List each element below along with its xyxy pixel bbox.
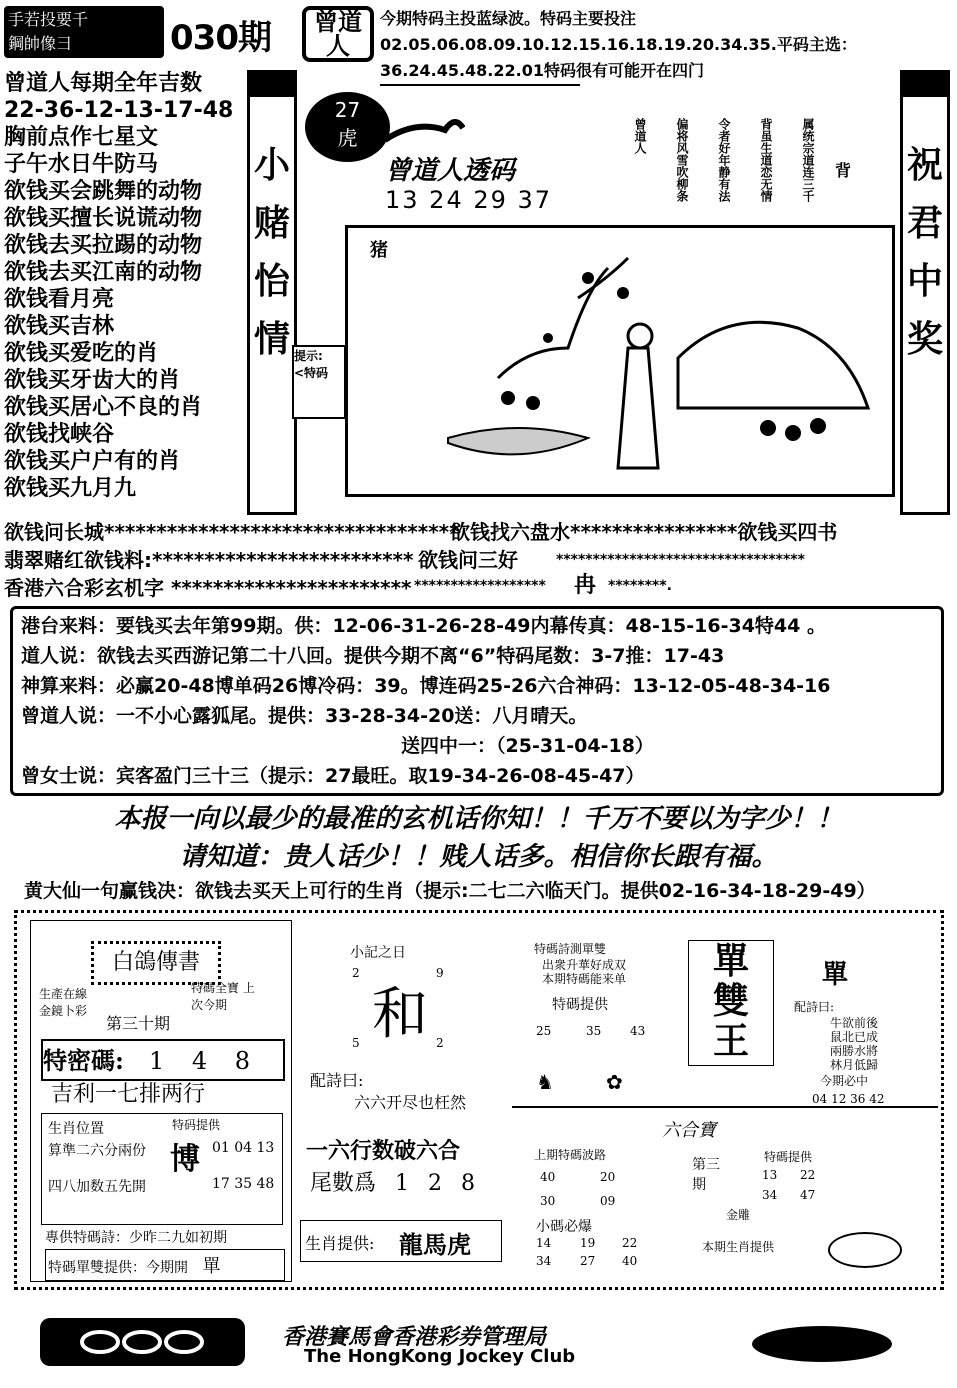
row2 bbox=[4, 544, 413, 573]
row3b bbox=[414, 578, 546, 594]
logo-text-2: 鋼帥像彐 bbox=[8, 34, 73, 53]
small-label: 小碼必爆 bbox=[536, 1219, 592, 1235]
hint-text: <特码 bbox=[294, 366, 329, 380]
panel-left-sub-right: 特碼全寶 上次今期 bbox=[191, 981, 255, 1012]
left-line: 曾道人每期全年吉数 bbox=[4, 71, 203, 96]
moon-number: 27 bbox=[334, 98, 361, 122]
period-label: 第三期 bbox=[692, 1157, 720, 1193]
illustration bbox=[345, 225, 895, 497]
footer-logo-left bbox=[40, 1318, 245, 1366]
footer-logo-right bbox=[752, 1326, 892, 1362]
right-nums: 04 12 36 42 bbox=[812, 1092, 885, 1106]
row1-b: 欲钱找六盘水****************欲钱买四书 bbox=[450, 520, 838, 544]
pos-1: 算準二六分兩份 bbox=[48, 1143, 146, 1159]
bottom-num-6: 40 bbox=[622, 1254, 638, 1268]
left-line: 欲钱买吉林 bbox=[4, 314, 115, 339]
big-2: 雙 bbox=[712, 980, 749, 1022]
scroll-cap bbox=[250, 73, 294, 97]
scroll-char: 赌 bbox=[253, 203, 290, 244]
tm-num-4: 47 bbox=[800, 1188, 816, 1202]
left-line: 欲钱买户户有的肖 bbox=[4, 449, 181, 474]
peishi-lines bbox=[830, 1016, 878, 1072]
sage-illustration bbox=[348, 228, 892, 494]
mid-poem: 六六开尽也枉然 bbox=[354, 1093, 467, 1112]
left-line: 22-36-12-13-17-48 bbox=[4, 98, 234, 123]
left-line: 欲钱买擅长说谎动物 bbox=[4, 206, 203, 231]
zodiac-value: 龍馬虎 bbox=[399, 1230, 471, 1259]
info-line-3: 神算来料：必赢20-48博单码26博冷码：39。博连码25-26六合神码：13-12-05-48-34-16 bbox=[21, 675, 831, 697]
panel-left-issue: 第三十期 bbox=[106, 1014, 171, 1033]
issue-number: 030期 bbox=[170, 18, 271, 58]
left-line: 欲钱看月亮 bbox=[4, 287, 115, 312]
tema-num-2: 35 bbox=[586, 1024, 602, 1038]
cal-n3: 5 bbox=[352, 1036, 360, 1050]
row3-c: 冉 bbox=[574, 573, 597, 598]
single-double-label: 特碼單雙提供：今期開 bbox=[48, 1260, 188, 1276]
left-line: 欲钱找峡谷 bbox=[4, 422, 115, 447]
row2c bbox=[556, 552, 805, 568]
tm-num-3: 34 bbox=[762, 1188, 778, 1202]
single-double bbox=[45, 1249, 285, 1281]
nums-1: 01 04 13 bbox=[212, 1140, 275, 1156]
pig-label: 猪 bbox=[370, 240, 388, 261]
peishi-line: 鼠北已成 bbox=[830, 1030, 879, 1044]
tema-label: 特碼提供 bbox=[552, 997, 608, 1013]
logo-text-1: 手若投要千 bbox=[8, 10, 89, 29]
zodiac-label: 生肖提供: bbox=[305, 1234, 375, 1253]
stamp-icon bbox=[828, 1232, 902, 1268]
position-box bbox=[41, 1113, 283, 1225]
row3-b: ****************** bbox=[414, 578, 546, 594]
seal-text: 曾道人 bbox=[314, 8, 362, 60]
peishi-line: 牛欲前後 bbox=[830, 1016, 879, 1030]
poem-label: 背 bbox=[835, 161, 852, 180]
peishi-line: 兩勝水將 bbox=[830, 1044, 879, 1058]
jinqi: 今期必中 bbox=[820, 1074, 869, 1088]
big-1: 單 bbox=[712, 940, 749, 982]
scroll-char: 中 bbox=[906, 261, 943, 302]
left-scroll bbox=[247, 70, 297, 515]
cal-n2: 9 bbox=[436, 966, 444, 980]
poem-column: 令者好年静有法 bbox=[717, 118, 731, 202]
masthead-logo bbox=[4, 6, 164, 58]
left-line: 欲钱买居心不良的肖 bbox=[4, 395, 203, 420]
grid-2: 20 bbox=[600, 1170, 616, 1184]
row1b bbox=[450, 516, 837, 545]
right-divider bbox=[512, 1106, 938, 1108]
bottom-num-2: 19 bbox=[580, 1236, 596, 1250]
small-char: 單 bbox=[822, 960, 849, 990]
poem-column: 偏将风雪吹柳条 bbox=[675, 118, 689, 202]
left-line: 胸前点作七星文 bbox=[4, 125, 159, 150]
grid-4: 09 bbox=[600, 1194, 616, 1208]
knot-icon bbox=[40, 1318, 245, 1366]
bottom-num-3: 22 bbox=[622, 1236, 638, 1250]
big-label: 博 bbox=[170, 1142, 200, 1177]
left-line: 欲钱去买拉踢的动物 bbox=[4, 233, 203, 258]
info-line-2: 道人说：欲钱去买西游记第二十八回。提供今期不离“6”特码尾数：3-7推：17-43 bbox=[21, 645, 725, 667]
poem-block bbox=[610, 118, 850, 208]
row3 bbox=[4, 572, 412, 601]
panel-left-sub-left: 生產在線 金鏡卜彩 bbox=[39, 987, 88, 1018]
row3-a: 香港六合彩玄机字 *********************** bbox=[4, 576, 412, 600]
moon-zodiac: 虎 bbox=[337, 126, 358, 150]
poem-column: 曾道人 bbox=[633, 118, 647, 154]
scroll-char: 怡 bbox=[253, 261, 290, 302]
tema-num-3: 43 bbox=[630, 1024, 646, 1038]
scroll-char: 情 bbox=[253, 319, 290, 360]
row2-b: 欲钱问三好 bbox=[418, 548, 518, 572]
special-nums: 1 4 8 bbox=[148, 1047, 261, 1075]
cal-n4: 2 bbox=[436, 1036, 444, 1050]
scroll-char: 君 bbox=[906, 203, 943, 244]
left-line: 欲钱买爱吃的肖 bbox=[4, 341, 159, 366]
huang-line: 黄大仙一句赢钱决：欲钱去买天上可行的生肖（提示:二七二六临天门。提供02-16-34-18-29-49） bbox=[24, 880, 876, 902]
tm-num-2: 22 bbox=[800, 1168, 816, 1182]
bottom-num-5: 27 bbox=[580, 1254, 596, 1268]
right-line1: 出衆升華好成双 bbox=[542, 958, 627, 972]
animal-icon: ✿ bbox=[606, 1070, 623, 1094]
row1-a: 欲钱问长城********************************** bbox=[4, 520, 460, 544]
info-line-1: 港台来料：要钱买去年第99期。供：12-06-31-26-28-49内幕传真：48-15-16-34特44 。 bbox=[21, 615, 826, 637]
tema-num-1: 25 bbox=[536, 1024, 552, 1038]
big-sub: 特码提供 bbox=[172, 1118, 221, 1132]
grid-3: 30 bbox=[540, 1194, 556, 1208]
tail-row bbox=[310, 1166, 481, 1197]
tm-label: 特碼提供 bbox=[764, 1150, 813, 1164]
special-box bbox=[41, 1039, 285, 1081]
poem-column: 属统宗道连三千 bbox=[801, 118, 815, 202]
info-line-6: 曾女士说：宾客盈门三十三（提示：27最旺。取19-34-26-08-45-47） bbox=[21, 765, 645, 787]
panel-left bbox=[30, 920, 292, 1282]
left-line: 欲钱去买江南的动物 bbox=[4, 260, 203, 285]
panel-mid bbox=[296, 920, 506, 1280]
zodiac-label-right: 本期生肖提供 bbox=[702, 1240, 775, 1254]
tm-num-1: 13 bbox=[762, 1168, 778, 1182]
tail-nums: 1 2 8 bbox=[395, 1171, 481, 1196]
right-title: 特碼詩測單雙 bbox=[534, 942, 607, 956]
header-divider bbox=[380, 84, 580, 86]
mid-poem-label: 配詩曰: bbox=[310, 1071, 364, 1090]
hint-box bbox=[292, 345, 346, 419]
slogan-2: 请知道：贵人话少！！贱人话多。相信你长跟有福。 bbox=[179, 842, 778, 872]
mid-line1-text: 一六行数破六合 bbox=[306, 1139, 461, 1164]
pos-2: 四八加数五先開 bbox=[48, 1179, 146, 1195]
animal-horse-icon: ♞ bbox=[536, 1070, 554, 1094]
grid-1: 40 bbox=[540, 1170, 556, 1184]
row3-d: ********. bbox=[608, 578, 672, 594]
center-title: 曾道人透码 bbox=[385, 156, 516, 186]
special-label: 特密碼: bbox=[43, 1046, 124, 1075]
footer-cn: 香港賽馬會香港彩券管理局 bbox=[282, 1324, 547, 1350]
row3c bbox=[574, 568, 596, 599]
left-line: 欲钱买牙齿大的肖 bbox=[4, 368, 181, 393]
left-line: 欲钱买九月九 bbox=[4, 476, 137, 501]
center-numbers: 13 24 29 37 bbox=[385, 186, 553, 214]
gold-label: 金雕 bbox=[726, 1208, 751, 1222]
seal-logo bbox=[302, 6, 374, 62]
scroll-char: 小 bbox=[253, 145, 290, 186]
zodiac-box bbox=[300, 1220, 502, 1262]
panel-left-title: 白鴿傳書 bbox=[91, 941, 221, 985]
footer-en: The HongKong Jockey Club bbox=[304, 1346, 576, 1367]
top-announcement: 今期特码主投蓝绿波。特码主要投注02.05.06.08.09.10.12.15.16.18.19.20.34.35.平码主选：36.24.45.48.22.01特码很有可能开在四门 bbox=[380, 9, 857, 80]
bottom-num-4: 34 bbox=[536, 1254, 552, 1268]
left-line: 子午水日牛防马 bbox=[4, 152, 159, 177]
left-column bbox=[4, 70, 244, 502]
slogan-1: 本报一向以最少的最准的玄机话你知！！千万不要以为字少！！ bbox=[114, 804, 843, 834]
prev-label: 上期特碼波路 bbox=[534, 1148, 607, 1162]
row2-c: ********************************** bbox=[556, 552, 805, 568]
calendar-label: 小記之日 bbox=[350, 945, 406, 961]
tail-label: 尾數爲 bbox=[310, 1171, 377, 1196]
pos-label: 生肖位置 bbox=[48, 1121, 104, 1137]
scroll-char: 奖 bbox=[906, 319, 943, 360]
jili-line: 吉利一七排两行 bbox=[51, 1082, 206, 1107]
row2-a: 翡翠赌红欲钱料:************************* bbox=[4, 548, 414, 572]
right-line2: 本期特碼能来单 bbox=[542, 972, 627, 986]
left-line: 欲钱买会跳舞的动物 bbox=[4, 179, 203, 204]
panel-left-poem: 專供特碼詩：少昨二九如初期 bbox=[45, 1230, 227, 1246]
info-line-5: 送四中一：（25-31-04-18） bbox=[401, 735, 654, 757]
moon-badge bbox=[305, 92, 390, 162]
right-scroll bbox=[900, 70, 950, 515]
panel-right bbox=[512, 920, 938, 1280]
poem-column: 背虽生道恋无情 bbox=[759, 118, 773, 202]
peishi-line: 林月低歸 bbox=[830, 1058, 879, 1072]
big-char: 和 bbox=[372, 982, 428, 1047]
row1 bbox=[4, 516, 460, 545]
single-double-value: 單 bbox=[202, 1256, 221, 1277]
scroll-cap bbox=[903, 73, 947, 97]
nums-2: 17 35 48 bbox=[212, 1176, 275, 1192]
bottom-num-1: 14 bbox=[536, 1236, 552, 1250]
info-box bbox=[10, 606, 944, 796]
cal-n1: 2 bbox=[352, 966, 360, 980]
hint-label: 提示: bbox=[294, 349, 323, 363]
big-chars-box bbox=[688, 940, 774, 1066]
scroll-char: 祝 bbox=[906, 145, 943, 186]
peishi-label: 配詩曰: bbox=[794, 1000, 835, 1014]
row3d bbox=[608, 578, 672, 594]
info-line-4: 曾道人说：一不小心露狐尾。提供：33-28-34-20送：八月晴天。 bbox=[21, 705, 588, 727]
liuhe-title: 六合寶 bbox=[662, 1120, 716, 1141]
row2b bbox=[418, 544, 518, 573]
mid-line1 bbox=[306, 1134, 460, 1165]
big-3: 王 bbox=[712, 1020, 749, 1062]
